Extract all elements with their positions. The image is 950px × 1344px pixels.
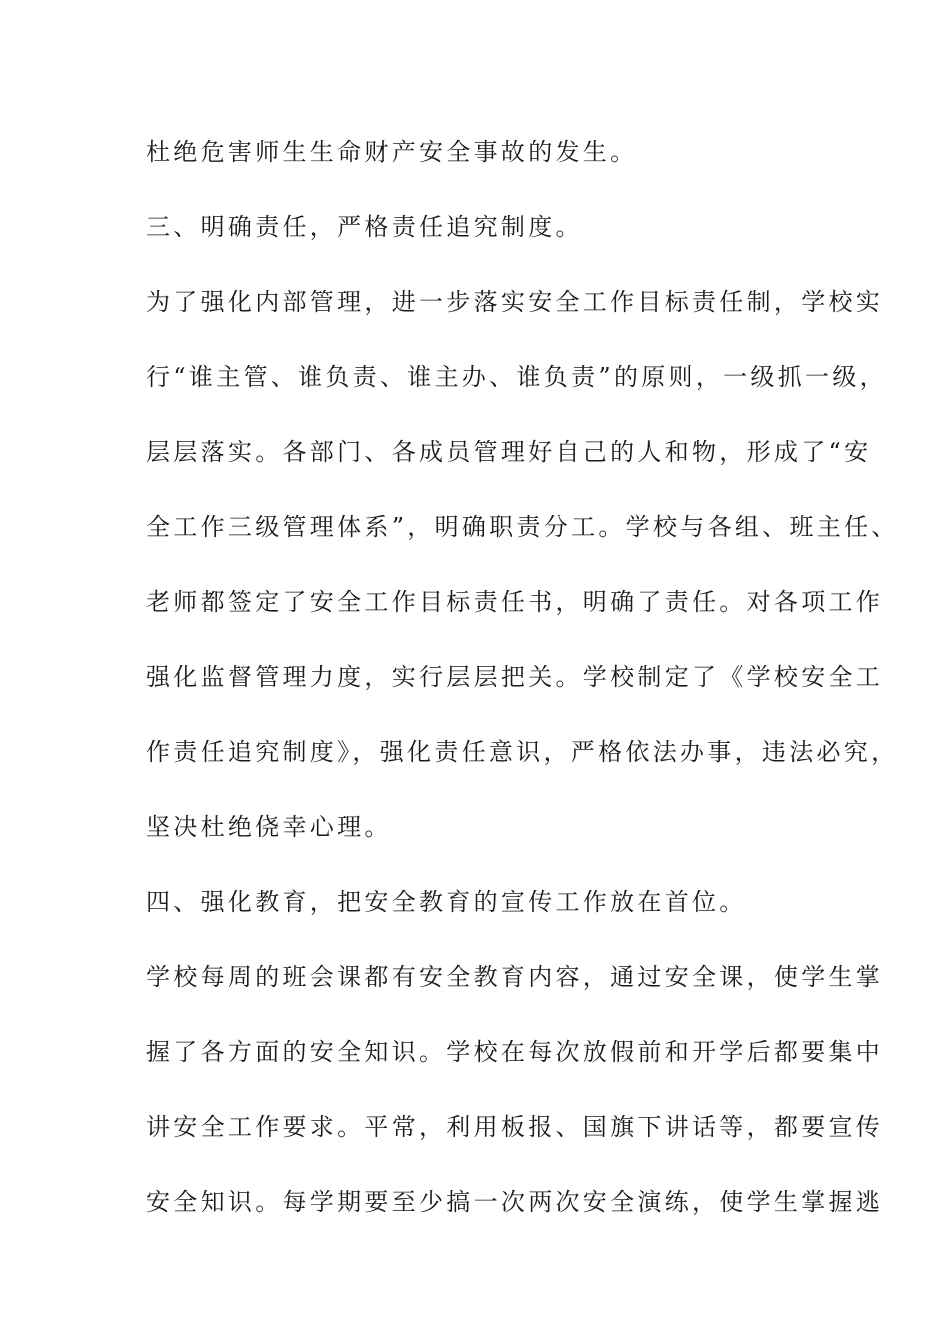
text-line: 坚决杜绝侥幸心理。 [146, 813, 392, 841]
section-heading: 三、明确责任，严格责任追究制度。 [146, 213, 583, 241]
text-line: 安全知识。每学期要至少搞一次两次安全演练，使学生掌握逃 [146, 1188, 884, 1216]
text-line: 握了各方面的安全知识。学校在每次放假前和开学后都要集中 [146, 1038, 884, 1066]
text-line: 杜绝危害师生生命财产安全事故的发生。 [146, 138, 638, 166]
text-line: 行“谁主管、谁负责、谁主办、谁负责”的原则，一级抓一级， [146, 363, 887, 391]
text-line: 老师都签定了安全工作目标责任书，明确了责任。对各项工作 [146, 588, 884, 616]
text-line: 全工作三级管理体系”，明确职责分工。学校与各组、班主任、 [146, 513, 899, 541]
text-line: 层层落实。各部门、各成员管理好自己的人和物，形成了“安 [146, 438, 872, 466]
text-line: 作责任追究制度》，强化责任意识，严格依法办事，违法必究， [146, 738, 899, 766]
text-line: 为了强化内部管理，进一步落实安全工作目标责任制，学校实 [146, 288, 884, 316]
section-heading: 四、强化教育，把安全教育的宣传工作放在首位。 [146, 888, 747, 916]
text-line: 强化监督管理力度，实行层层把关。学校制定了《学校安全工 [146, 663, 884, 691]
text-line: 讲安全工作要求。平常，利用板报、国旗下讲话等，都要宣传 [146, 1113, 884, 1141]
text-line: 学校每周的班会课都有安全教育内容，通过安全课，使学生掌 [146, 963, 884, 991]
